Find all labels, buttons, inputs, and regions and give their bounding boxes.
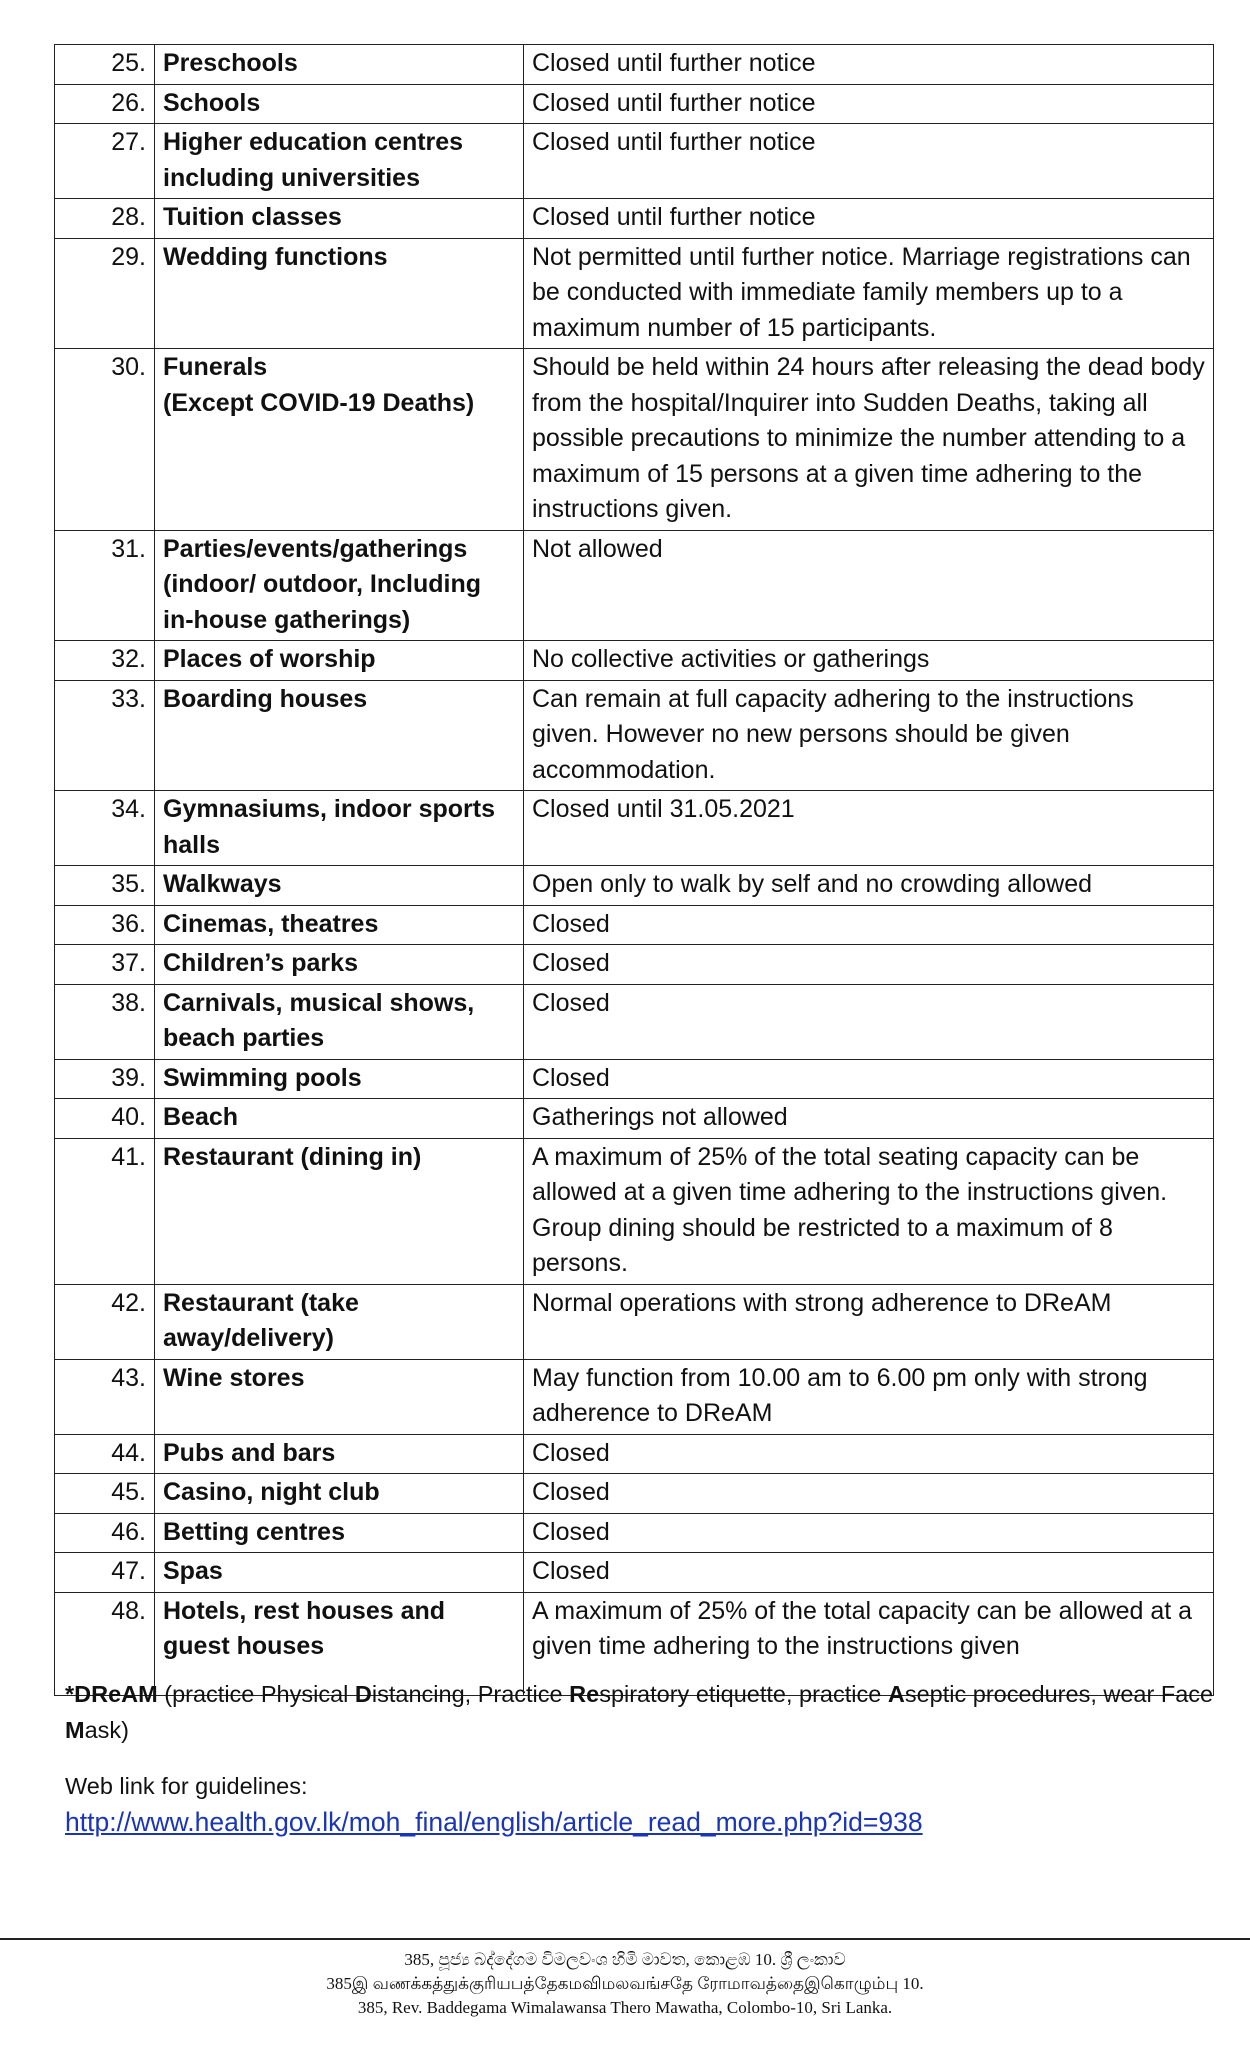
activity-name: Swimming pools (155, 1059, 524, 1099)
table-row (55, 905, 1214, 945)
activity-name: Casino, night club (155, 1474, 524, 1514)
row-number: 45. (55, 1474, 155, 1514)
row-number: 40. (55, 1099, 155, 1139)
table-row (55, 45, 1214, 85)
table-row (55, 1474, 1214, 1514)
activity-status: Closed (524, 1553, 1214, 1593)
activity-name: Wedding functions (155, 238, 524, 349)
table-row (55, 238, 1214, 349)
weblink-label: Web link for guidelines: (65, 1773, 308, 1799)
table-row (55, 1434, 1214, 1474)
table-row (55, 530, 1214, 641)
activity-status: Closed until further notice (524, 45, 1214, 85)
row-number: 47. (55, 1553, 155, 1593)
address-footer (0, 1948, 1250, 2020)
footnote-fragment: A (887, 1681, 905, 1707)
activity-name: Betting centres (155, 1513, 524, 1553)
activity-name: Cinemas, theatres (155, 905, 524, 945)
row-number: 25. (55, 45, 155, 85)
table-row (55, 641, 1214, 681)
row-number: 33. (55, 680, 155, 791)
activity-status: Closed (524, 1513, 1214, 1553)
row-number: 42. (55, 1284, 155, 1359)
activity-name: Beach (155, 1099, 524, 1139)
footnote-fragment: septic procedures, wear Face (904, 1681, 1214, 1707)
row-number: 28. (55, 199, 155, 239)
activity-status: Should be held within 24 hours after releasing the dead body from the hospital/Inquirer into Sudden Deaths, taking all possible precautions to minimize the number attending to a maximum of 15 persons at a given time adhering to the instructions given. (524, 349, 1214, 531)
row-number: 26. (55, 84, 155, 124)
regulations-table (54, 44, 1214, 1696)
table-row (55, 791, 1214, 866)
table-row (55, 945, 1214, 985)
activity-name: Restaurant (take away/delivery) (155, 1284, 524, 1359)
activity-name: Places of worship (155, 641, 524, 681)
table-row (55, 984, 1214, 1059)
activity-status: May function from 10.00 am to 6.00 pm only with strong adherence to DReAM (524, 1359, 1214, 1434)
activity-status: Gatherings not allowed (524, 1099, 1214, 1139)
table-row (55, 124, 1214, 199)
activity-status: Closed until 31.05.2021 (524, 791, 1214, 866)
activity-name: Boarding houses (155, 680, 524, 791)
activity-status: A maximum of 25% of the total seating capacity can be allowed at a given time adhering to the instructions given. Group dining should be restricted to a maximum of 8 persons. (524, 1138, 1214, 1284)
activity-status: Normal operations with strong adherence to DReAM (524, 1284, 1214, 1359)
activity-name: Funerals (Except COVID-19 Deaths) (155, 349, 524, 531)
row-number: 37. (55, 945, 155, 985)
footnote-fragment: M (65, 1717, 85, 1743)
row-number: 34. (55, 791, 155, 866)
activity-status: Closed (524, 1059, 1214, 1099)
activity-status: Closed (524, 1474, 1214, 1514)
row-number: 48. (55, 1592, 155, 1695)
row-number: 32. (55, 641, 155, 681)
row-number: 36. (55, 905, 155, 945)
activity-name: Schools (155, 84, 524, 124)
footnote-fragment: ask) (84, 1717, 129, 1743)
footnote-fragment: *DReAM (65, 1681, 158, 1707)
table-row (55, 349, 1214, 531)
table-row (55, 1138, 1214, 1284)
activity-status: Can remain at full capacity adhering to the instructions given. However no new persons should be given accommodation. (524, 680, 1214, 791)
regulations-table-body (55, 45, 1214, 1696)
row-number: 29. (55, 238, 155, 349)
row-number: 35. (55, 866, 155, 906)
activity-name: Gymnasiums, indoor sports halls (155, 791, 524, 866)
row-number: 41. (55, 1138, 155, 1284)
activity-name: Parties/events/gatherings (indoor/ outdoor, Including in-house gatherings) (155, 530, 524, 641)
table-row (55, 1513, 1214, 1553)
address-english: 385, Rev. Baddegama Wimalawansa Thero Mawatha, Colombo-10, Sri Lanka. (357, 1998, 893, 2017)
guidelines-link[interactable]: http://www.health.gov.lk/moh_final/english/article_read_more.php?id=938 (65, 1807, 923, 1837)
table-row (55, 866, 1214, 906)
footnote-fragment: D (354, 1681, 372, 1707)
activity-status: Closed (524, 905, 1214, 945)
row-number: 43. (55, 1359, 155, 1434)
table-row (55, 680, 1214, 791)
activity-status: Not allowed (524, 530, 1214, 641)
activity-status: Closed (524, 945, 1214, 985)
table-row (55, 1284, 1214, 1359)
activity-name: Pubs and bars (155, 1434, 524, 1474)
activity-name: Tuition classes (155, 199, 524, 239)
activity-name: Carnivals, musical shows, beach parties (155, 984, 524, 1059)
activity-name: Hotels, rest houses and guest houses (155, 1592, 524, 1695)
table-row (55, 1359, 1214, 1434)
table-row (55, 199, 1214, 239)
footnote-fragment: istancing, Practice (371, 1681, 570, 1707)
activity-status: Closed until further notice (524, 199, 1214, 239)
footnote-fragment: spiratory etiquette, practice (599, 1681, 888, 1707)
dream-footnote (65, 1676, 1215, 1748)
activity-status: Open only to walk by self and no crowding allowed (524, 866, 1214, 906)
activity-name: Children’s parks (155, 945, 524, 985)
address-sinhala: 385, පූජ්‍ය බද්දේගම විමලවංශ හිමි මාවත, කොළඹ 10. ශ්‍රී ලංකාව (404, 1950, 846, 1969)
activity-status: A maximum of 25% of the total capacity can be allowed at a given time adhering to the instructions given (524, 1592, 1214, 1695)
activity-status: No collective activities or gatherings (524, 641, 1214, 681)
activity-name: Higher education centres including universities (155, 124, 524, 199)
activity-name: Spas (155, 1553, 524, 1593)
activity-name: Preschools (155, 45, 524, 85)
activity-status: Not permitted until further notice. Marriage registrations can be conducted with immediate family members up to a maximum number of 15 participants. (524, 238, 1214, 349)
table-row (55, 1059, 1214, 1099)
table-row (55, 1099, 1214, 1139)
row-number: 44. (55, 1434, 155, 1474)
address-tamil: 385இ வணக்கத்துக்குரியபத்தேகமவிமலவங்சதே ரோமாவத்தைஇகொழும்பு 10. (326, 1974, 924, 1993)
activity-status: Closed (524, 1434, 1214, 1474)
activity-name: Restaurant (dining in) (155, 1138, 524, 1284)
activity-status: Closed until further notice (524, 84, 1214, 124)
activity-name: Wine stores (155, 1359, 524, 1434)
row-number: 27. (55, 124, 155, 199)
row-number: 38. (55, 984, 155, 1059)
row-number: 46. (55, 1513, 155, 1553)
activity-name: Walkways (155, 866, 524, 906)
activity-status: Closed until further notice (524, 124, 1214, 199)
row-number: 30. (55, 349, 155, 531)
table-row (55, 84, 1214, 124)
activity-status: Closed (524, 984, 1214, 1059)
row-number: 39. (55, 1059, 155, 1099)
footnote-fragment: Re (569, 1681, 600, 1707)
table-row (55, 1553, 1214, 1593)
row-number: 31. (55, 530, 155, 641)
footnote-fragment: (practice Physical (157, 1681, 355, 1707)
footer-divider (0, 1938, 1250, 1940)
